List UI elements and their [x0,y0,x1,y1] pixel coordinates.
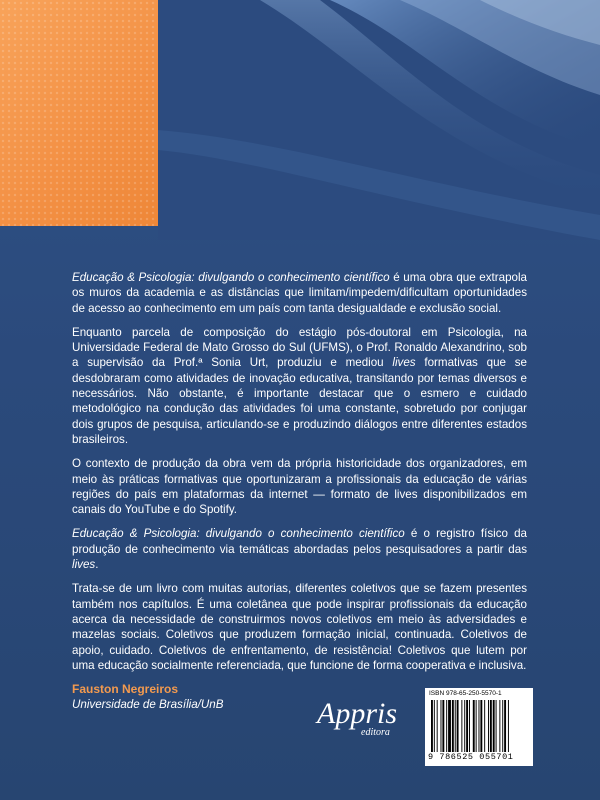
publisher-logo-sub: editora [361,727,390,738]
lives-italic: lives [392,356,416,370]
publisher-logo-main: Appris [317,697,398,730]
barcode [425,688,533,766]
decorative-waves [0,0,600,240]
author-affiliation: Universidade de Brasília/UnB [72,698,224,712]
book-title-italic: Educação & Psicologia: divulgando o conhecimento científico [72,271,390,284]
paragraph-text: é uma obra que extrapola os muros da academia e as distâncias que limitam/impedem/dificultam oportunidades de acesso ao conhecimento em um país com tanta desigualdade e exclusão social. [72,271,527,315]
paragraph-text: é o registro físico da produção de conhecimento via temáticas abordadas pelos pesquisadores a partir das [72,527,527,556]
paragraph-text: . [95,558,99,572]
barcode-bars-icon [431,700,527,752]
paragraph-2 [72,325,527,447]
paragraph-text: formativas que se desdobraram como atividades de inovação educativa, transitando por temas diversos e necessários. Não obstante, é importante destacar que o esmero e cuidado metodológico na condução das atividades foi uma constante, sobretudo por conjugar dois grupos de pesquisa, articulando-se e produzindo diálogos entre diferentes estados brasileiros. [72,356,527,446]
book-title-italic: Educação & Psicologia: divulgando o conhecimento científico [72,527,405,541]
paragraph-text: O contexto de produção da obra vem da própria historicidade dos organizadores, em meio às práticas formativas que oportunizaram a profissionais da educação de várias regiões do país em plataformas da internet — formato de lives disponibilizados em canais do YouTube e do Spotify. [72,457,527,517]
paragraph-5 [72,581,527,673]
lives-italic: lives [72,558,96,572]
author-name: Fauston Negreiros [72,682,179,697]
isbn-label: ISBN 978-65-250-5570-1 [429,690,502,697]
paragraph-text: Enquanto parcela de composição do estágio pós-doutoral em Psicologia, na Universidade Federal de Mato Grosso do Sul (UFMS), o Prof. Ronaldo Alexandrino, sob a supervisão da Prof.ª Sonia Urt, produziu e mediou [72,325,527,370]
publisher-logo [317,697,413,749]
back-cover-text [72,270,527,713]
paragraph-4 [72,526,527,572]
barcode-digits: 9 786525 055701 [428,752,514,762]
paragraph-text: Trata-se de um livro com muitas autorias, diferentes coletivos que se fazem presentes também nos capítulos. É uma coletânea que pode inspirar profissionais da educação acerca da necessidade de construirmos novos coletivos em meio às adversidades e mazelas sociais. Coletivos que produzem formação inicial, continuada. Coletivos de apoio, cuidado. Coletivos de enfrentamento, de resistência! Coletivos que lutem por uma educação socialmente referenciada, que funcione de forma cooperativa e inclusiva. [72,582,527,672]
paragraph-3 [72,456,527,517]
paragraph-1 [72,270,527,316]
